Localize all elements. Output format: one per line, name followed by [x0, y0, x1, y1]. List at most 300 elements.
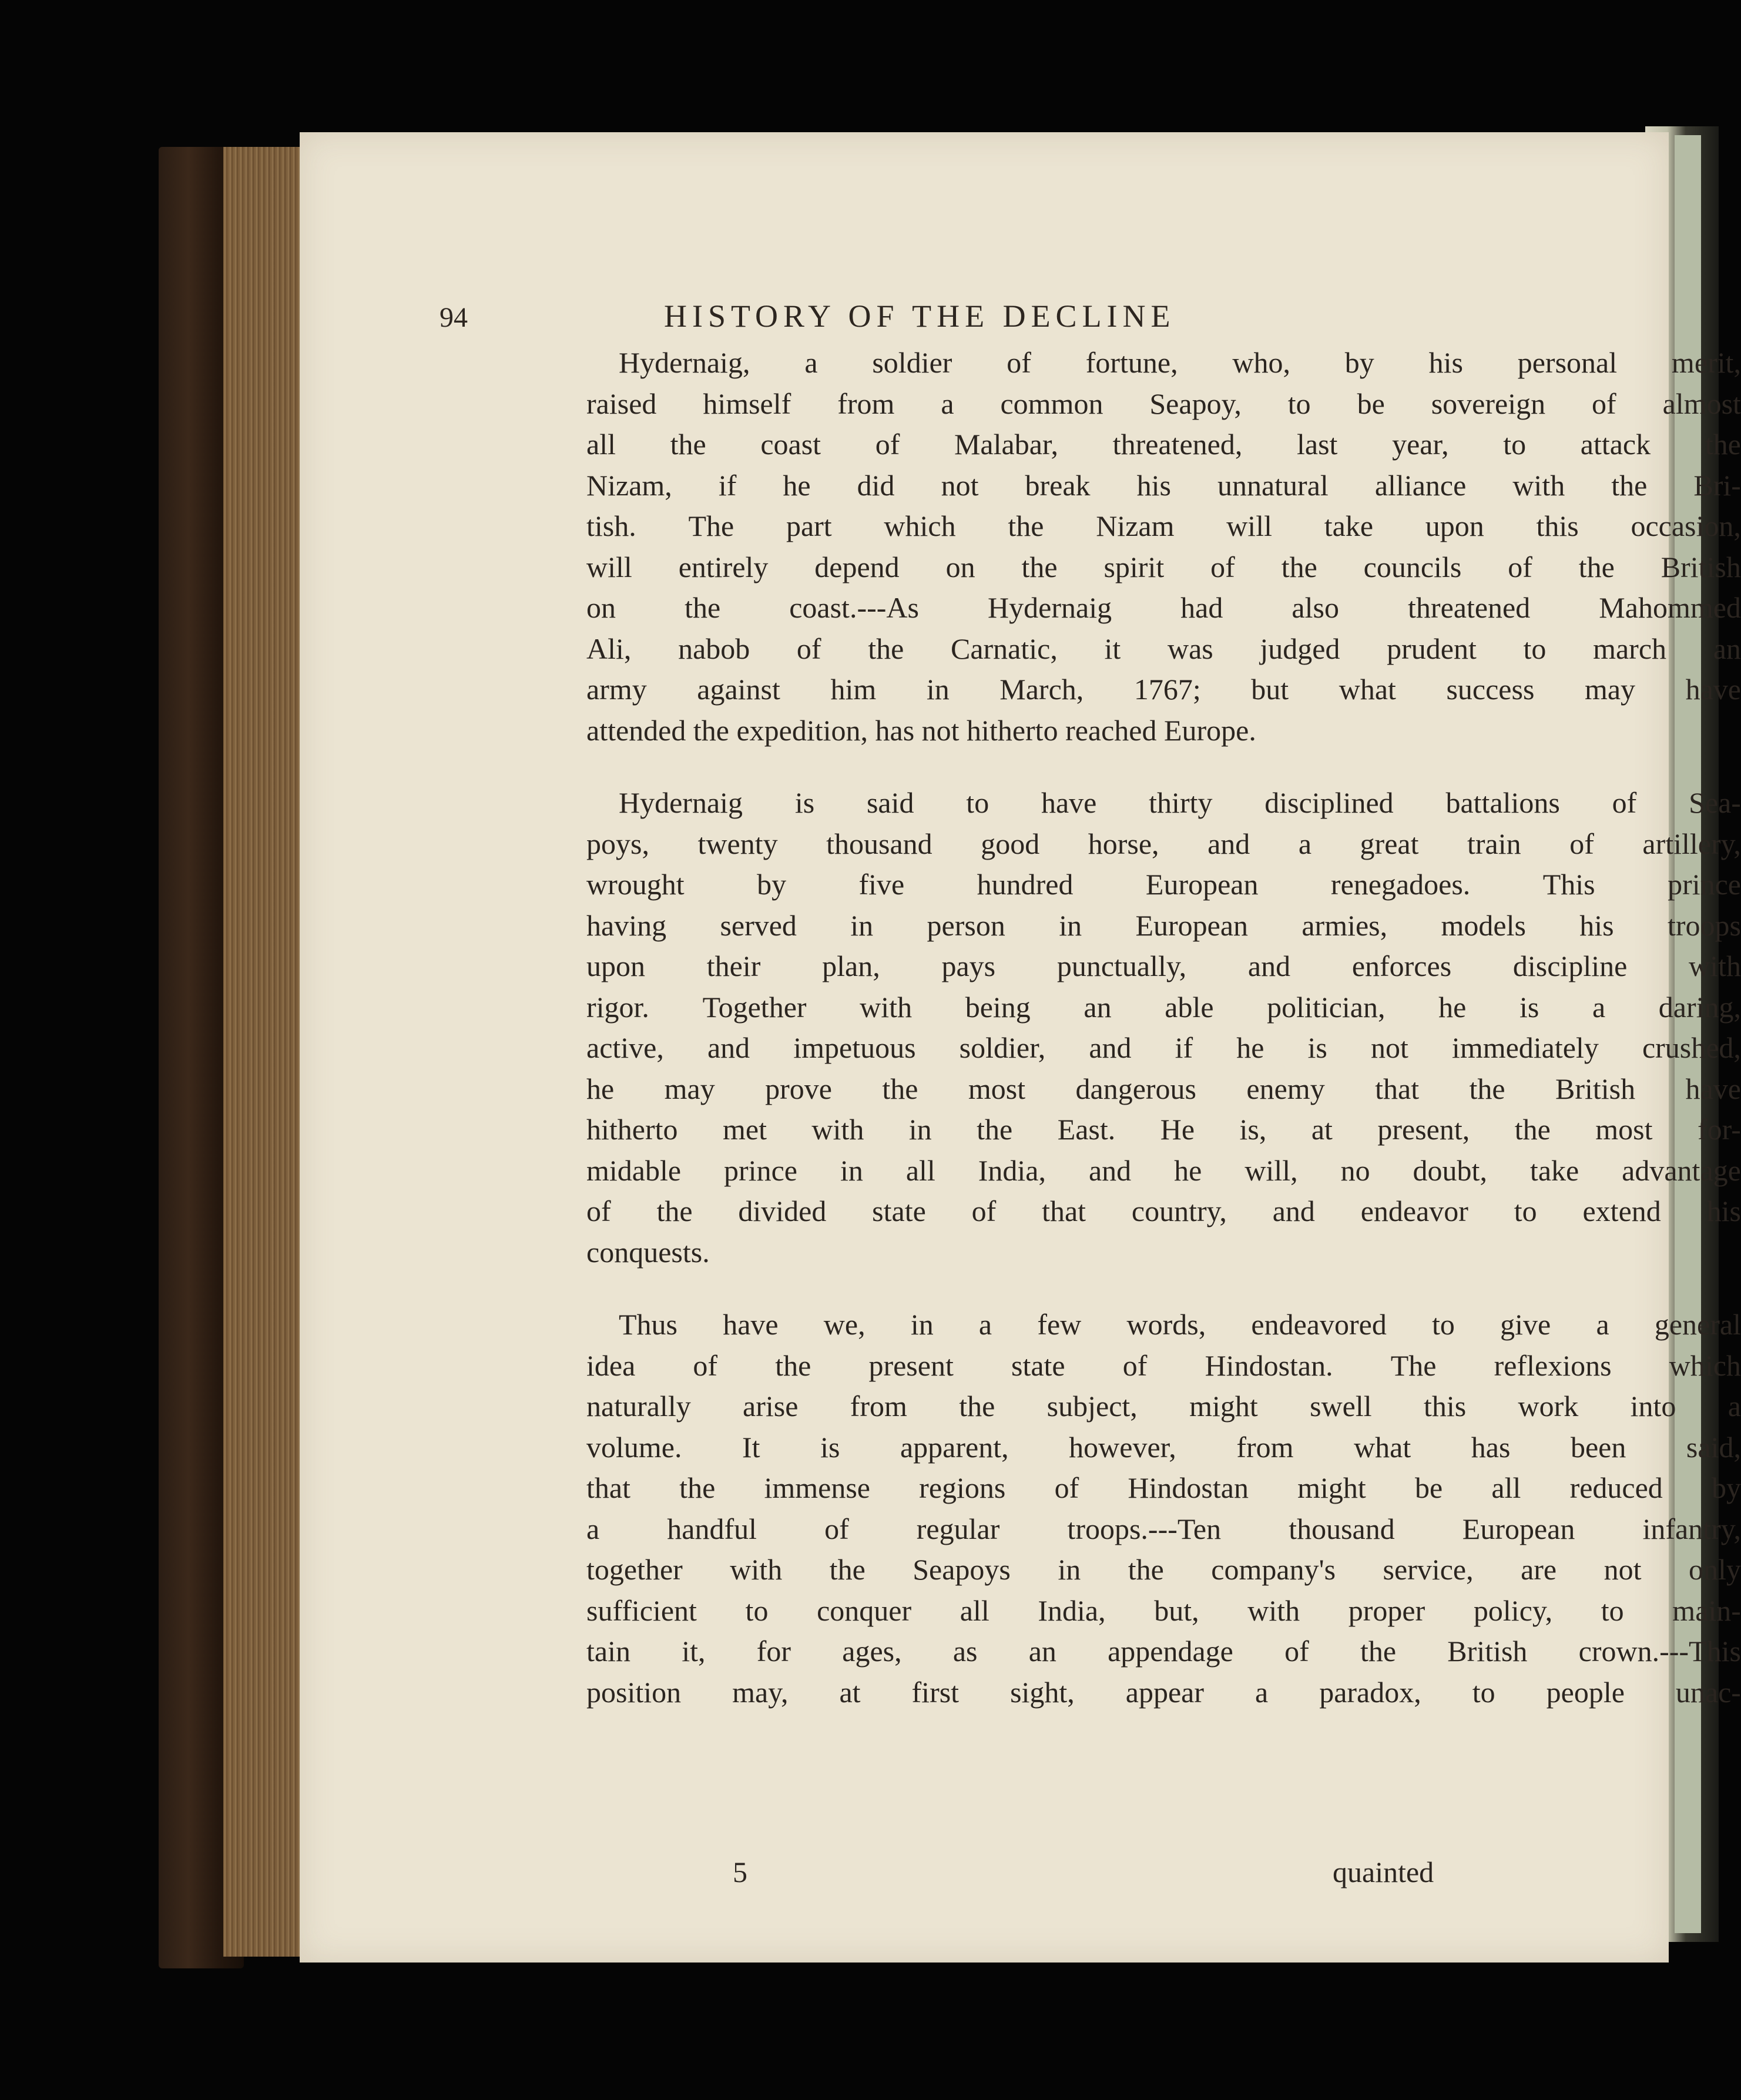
word: all: [1491, 1471, 1521, 1504]
word: the: [775, 1348, 811, 1382]
text-line: [586, 783, 1741, 824]
word: doubt,: [1413, 1153, 1487, 1187]
word: and: [1088, 1153, 1132, 1187]
text-line: [586, 1672, 1741, 1713]
word: no: [1340, 1153, 1370, 1187]
word: all: [960, 1594, 989, 1627]
word: in: [840, 1153, 863, 1187]
word: last: [1297, 428, 1338, 461]
word: 1767;: [1133, 673, 1201, 706]
word: reflexions: [1494, 1348, 1612, 1382]
text-line: [586, 547, 1741, 588]
text-line: [586, 1304, 1741, 1346]
word: give: [1500, 1308, 1551, 1341]
word: battalions: [1445, 786, 1560, 819]
word: appendage: [1108, 1635, 1233, 1668]
word: having: [586, 908, 667, 942]
text-line: [586, 384, 1741, 425]
word: not: [941, 468, 979, 502]
word: general: [1654, 1308, 1741, 1341]
word: Malabar,: [954, 428, 1059, 461]
word: sovereign: [1431, 387, 1546, 420]
word: have: [1041, 786, 1097, 819]
book-page: [300, 132, 1741, 1963]
word: This: [1542, 868, 1595, 901]
word: entirely: [678, 550, 769, 583]
word: what: [1354, 1430, 1411, 1464]
word: country,: [1131, 1195, 1227, 1227]
word: on: [586, 591, 616, 624]
word: by: [1344, 346, 1374, 379]
word: of: [824, 1512, 849, 1545]
word: swell: [1310, 1390, 1372, 1423]
word: Hydernaig,: [619, 346, 750, 379]
body-text: [586, 343, 1741, 1713]
text-line: [586, 905, 1741, 947]
text-line: [586, 1191, 1741, 1232]
word: is: [794, 786, 815, 819]
word: in: [926, 673, 950, 706]
word: conquer: [817, 1594, 912, 1627]
word: hundred: [977, 868, 1074, 901]
word: a: [804, 346, 818, 379]
word: first: [911, 1675, 960, 1709]
word: on: [945, 550, 975, 583]
word: did: [857, 468, 895, 502]
word: only: [1688, 1553, 1741, 1586]
word: with: [860, 990, 913, 1024]
text-line: [586, 824, 1741, 865]
word: Ali,: [586, 632, 632, 665]
word: thirty: [1149, 786, 1213, 819]
word: will: [586, 550, 632, 583]
word: to: [1523, 632, 1547, 665]
word: of: [1592, 387, 1616, 420]
text-line: [586, 669, 1741, 710]
word: hitherto: [586, 1113, 678, 1146]
word: volume.: [586, 1430, 682, 1464]
text-line: [586, 1028, 1741, 1069]
word: the: [829, 1553, 866, 1586]
word: upon: [586, 950, 645, 982]
word: with: [811, 1113, 864, 1146]
word: fortune,: [1085, 346, 1178, 379]
word: from: [837, 387, 895, 420]
word: enforces: [1351, 950, 1452, 982]
text-line: [586, 946, 1741, 987]
text-line: [586, 424, 1741, 465]
word: impetuous: [793, 1031, 916, 1064]
word: to: [1472, 1675, 1495, 1709]
word: midable: [586, 1153, 682, 1187]
word: has: [1471, 1430, 1511, 1464]
text-line: [586, 1109, 1741, 1150]
word: had: [1180, 591, 1223, 624]
word: wrought: [586, 868, 685, 901]
word: almost: [1662, 387, 1741, 420]
word: Hydernaig: [619, 786, 743, 819]
word: Seapoy,: [1149, 387, 1242, 420]
word: in: [908, 1113, 932, 1146]
word: disciplined: [1264, 786, 1394, 819]
word: at: [1311, 1113, 1333, 1146]
word: train: [1467, 827, 1521, 860]
word: dangerous: [1075, 1072, 1197, 1105]
word: as: [952, 1635, 978, 1668]
word: soldier,: [959, 1031, 1046, 1064]
word: is: [1307, 1031, 1327, 1064]
word: reduced: [1569, 1471, 1663, 1504]
word: might: [1297, 1471, 1366, 1504]
word: prove: [765, 1072, 832, 1105]
word: he: [783, 468, 811, 502]
word: to: [1503, 428, 1527, 461]
text-line: [586, 1549, 1741, 1591]
word: an: [1713, 632, 1741, 665]
word: his: [1428, 346, 1463, 379]
word: the: [959, 1390, 995, 1423]
word: it: [1104, 632, 1121, 665]
word: the: [1008, 509, 1044, 542]
word: be: [1357, 387, 1385, 420]
word: few: [1037, 1308, 1082, 1341]
word: the: [685, 591, 721, 624]
word: idea: [586, 1348, 636, 1382]
word: army: [586, 673, 647, 706]
word: is: [1519, 990, 1539, 1024]
text-line: [586, 1386, 1741, 1427]
word: It: [742, 1430, 760, 1464]
word: him: [830, 673, 877, 706]
word: the: [1578, 550, 1615, 583]
text-line: [586, 1150, 1741, 1192]
word: are: [1521, 1553, 1557, 1586]
word: to: [1432, 1308, 1455, 1341]
text-line: [586, 1468, 1741, 1509]
word: The: [1390, 1348, 1437, 1382]
word: by: [1712, 1471, 1741, 1504]
word: attack: [1580, 428, 1651, 461]
word: to: [1514, 1195, 1537, 1227]
word: threatened,: [1112, 428, 1243, 461]
word: which: [1669, 1348, 1741, 1382]
word: handful: [667, 1512, 757, 1545]
word: of: [1210, 550, 1235, 583]
word: his: [1136, 468, 1171, 502]
word: he: [1236, 1031, 1264, 1064]
word: discipline: [1512, 950, 1628, 982]
word: the: [1705, 428, 1741, 461]
word: renegadoes.: [1330, 868, 1471, 901]
word: his: [1706, 1195, 1741, 1227]
word: sight,: [1010, 1675, 1075, 1709]
word: appear: [1125, 1675, 1205, 1709]
word: for-: [1697, 1113, 1741, 1146]
word: subject,: [1046, 1390, 1138, 1423]
word: in: [1058, 1553, 1081, 1586]
page-number: 94: [440, 302, 468, 333]
word: a: [1592, 990, 1606, 1024]
word: great: [1360, 827, 1419, 860]
word: raised: [586, 387, 657, 420]
word: the: [1021, 550, 1058, 583]
word: of: [796, 632, 821, 665]
word: the: [670, 428, 706, 461]
word: year,: [1392, 428, 1449, 461]
word: main-: [1672, 1594, 1741, 1627]
word: that: [1042, 1195, 1086, 1227]
word: tain: [586, 1635, 630, 1668]
word: most: [968, 1072, 1026, 1105]
word: depend: [814, 550, 900, 583]
word: and: [1272, 1195, 1315, 1227]
word: to: [966, 786, 989, 819]
word: will,: [1244, 1153, 1298, 1187]
word: Together: [702, 990, 807, 1024]
word: this: [1423, 1390, 1467, 1423]
word: been: [1570, 1430, 1626, 1464]
word: daring,: [1658, 990, 1741, 1024]
word: all: [905, 1153, 935, 1187]
text-line: [586, 1069, 1741, 1110]
word: naturally: [586, 1390, 691, 1423]
word: in: [910, 1308, 934, 1341]
word: the: [977, 1113, 1013, 1146]
word: plan,: [822, 950, 880, 982]
text-line: [586, 987, 1741, 1028]
word: work: [1518, 1390, 1579, 1423]
word: Bri-: [1693, 468, 1741, 502]
word: judged: [1260, 632, 1340, 665]
word: not: [1370, 1031, 1408, 1064]
word: an: [1028, 1635, 1056, 1668]
word: British: [1447, 1635, 1528, 1668]
word: infantry,: [1642, 1512, 1741, 1545]
word: a: [1255, 1675, 1269, 1709]
word: of: [1122, 1348, 1148, 1382]
text-line: attended the expedition, has not hitherto reached Europe.: [586, 713, 1256, 747]
word: regular: [916, 1512, 1000, 1545]
word: thousand: [826, 827, 932, 860]
word: have: [723, 1308, 779, 1341]
word: crushed,: [1642, 1031, 1741, 1064]
word: tish.: [586, 509, 636, 542]
word: by: [757, 868, 787, 901]
catch-line: [300, 1855, 1669, 1890]
word: a: [1727, 1390, 1741, 1423]
word: we,: [823, 1308, 866, 1341]
word: Hindostan: [1128, 1471, 1249, 1504]
word: East.: [1057, 1113, 1116, 1146]
word: not: [1604, 1553, 1642, 1586]
word: good: [981, 827, 1040, 860]
word: in: [850, 908, 874, 942]
word: all: [586, 428, 616, 461]
word: of: [875, 428, 900, 461]
page-edges: [223, 147, 303, 1957]
word: position: [586, 1675, 682, 1709]
word: thousand: [1289, 1512, 1395, 1545]
word: of: [1007, 346, 1031, 379]
word: Sea-: [1689, 786, 1741, 819]
word: of: [1054, 1471, 1079, 1504]
word: extend: [1582, 1195, 1661, 1227]
word: that: [586, 1471, 630, 1504]
word: of: [1569, 827, 1594, 860]
word: Hydernaig: [988, 591, 1112, 624]
word: also: [1292, 591, 1339, 624]
word: success: [1446, 673, 1535, 706]
word: present,: [1377, 1113, 1470, 1146]
word: prudent: [1387, 632, 1477, 665]
word: the: [1128, 1553, 1164, 1586]
word: present: [868, 1348, 954, 1382]
word: armies,: [1301, 908, 1388, 942]
word: upon: [1425, 509, 1484, 542]
word: spirit: [1103, 550, 1165, 583]
word: from: [1236, 1430, 1294, 1464]
word: models: [1441, 908, 1526, 942]
word: that: [1375, 1072, 1420, 1105]
text-line: [586, 588, 1741, 629]
word: councils: [1363, 550, 1462, 583]
word: rigor.: [586, 990, 649, 1024]
word: with: [1512, 468, 1565, 502]
word: in: [1059, 908, 1082, 942]
text-line: [586, 1631, 1741, 1672]
word: of: [1284, 1635, 1309, 1668]
word: words,: [1126, 1308, 1206, 1341]
word: together: [586, 1553, 683, 1586]
word: policy,: [1473, 1594, 1553, 1627]
word: troops: [1667, 908, 1741, 942]
word: European: [1145, 868, 1259, 901]
word: able: [1165, 990, 1214, 1024]
word: was: [1167, 632, 1213, 665]
word: he: [1174, 1153, 1202, 1187]
word: to: [1287, 387, 1311, 420]
word: himself: [703, 387, 791, 420]
word: a: [586, 1512, 600, 1545]
word: people: [1546, 1675, 1625, 1709]
word: the: [1469, 1072, 1505, 1105]
word: the: [656, 1195, 693, 1227]
word: might: [1189, 1390, 1258, 1423]
word: met: [722, 1113, 767, 1146]
word: twenty: [697, 827, 778, 860]
word: Mahommed: [1599, 591, 1741, 624]
word: who,: [1232, 346, 1290, 379]
word: enemy: [1246, 1072, 1325, 1105]
word: troops.---Ten: [1067, 1512, 1222, 1545]
word: a: [1596, 1308, 1609, 1341]
word: said: [866, 786, 914, 819]
word: take: [1529, 1153, 1579, 1187]
word: of: [1612, 786, 1637, 819]
word: this: [1536, 509, 1579, 542]
word: crown.---This: [1578, 1635, 1741, 1668]
word: the: [1281, 550, 1317, 583]
word: service,: [1383, 1553, 1474, 1586]
word: five: [858, 868, 905, 901]
word: however,: [1069, 1430, 1176, 1464]
word: endeavor: [1360, 1195, 1468, 1227]
word: merit,: [1671, 346, 1741, 379]
text-line: conquests.: [586, 1235, 710, 1269]
word: he: [1438, 990, 1467, 1024]
word: served: [720, 908, 797, 942]
word: horse,: [1088, 827, 1159, 860]
text-line: [586, 506, 1741, 547]
word: and: [1207, 827, 1250, 860]
word: said,: [1686, 1430, 1741, 1464]
word: coast: [760, 428, 821, 461]
word: state: [1011, 1348, 1065, 1382]
word: nabob: [678, 632, 750, 665]
word: into: [1630, 1390, 1676, 1423]
word: paradox,: [1319, 1675, 1421, 1709]
word: from: [850, 1390, 907, 1423]
signature-mark: 5: [733, 1856, 747, 1888]
word: immense: [764, 1471, 870, 1504]
word: a: [978, 1308, 992, 1341]
word: occasion,: [1631, 509, 1741, 542]
text-line: [586, 1591, 1741, 1632]
text-line: [586, 1509, 1741, 1550]
word: the: [1514, 1113, 1551, 1146]
word: regions: [919, 1471, 1006, 1504]
text-line: [586, 465, 1741, 506]
word: artillery,: [1642, 827, 1741, 860]
word: may: [1584, 673, 1636, 706]
word: prince: [724, 1153, 797, 1187]
word: may,: [732, 1675, 789, 1709]
word: coast.---As: [789, 591, 919, 624]
word: be: [1415, 1471, 1443, 1504]
word: Nizam: [1096, 509, 1175, 542]
word: British: [1555, 1072, 1636, 1105]
word: India,: [1038, 1594, 1106, 1627]
word: a: [941, 387, 954, 420]
word: proper: [1348, 1594, 1425, 1627]
word: against: [697, 673, 780, 706]
text-line: [586, 343, 1741, 384]
word: unnatural: [1217, 468, 1329, 502]
word: is: [820, 1430, 840, 1464]
word: with: [730, 1553, 783, 1586]
word: active,: [586, 1031, 664, 1064]
word: the: [1611, 468, 1648, 502]
paragraph-gap: [586, 1273, 1741, 1304]
word: at: [839, 1675, 861, 1709]
paragraph-gap: [586, 751, 1741, 783]
word: Seapoys: [913, 1553, 1011, 1586]
word: may: [664, 1072, 715, 1105]
word: threatened: [1408, 591, 1531, 624]
word: apparent,: [900, 1430, 1009, 1464]
word: if: [1175, 1031, 1193, 1064]
word: will: [1226, 509, 1272, 542]
word: state: [872, 1195, 926, 1227]
word: endeavored: [1251, 1308, 1387, 1341]
word: advantage: [1622, 1153, 1741, 1187]
word: person: [927, 908, 1005, 942]
word: of: [586, 1195, 611, 1227]
word: European: [1135, 908, 1249, 942]
word: march: [1593, 632, 1667, 665]
word: unac-: [1675, 1675, 1741, 1709]
word: politician,: [1267, 990, 1386, 1024]
